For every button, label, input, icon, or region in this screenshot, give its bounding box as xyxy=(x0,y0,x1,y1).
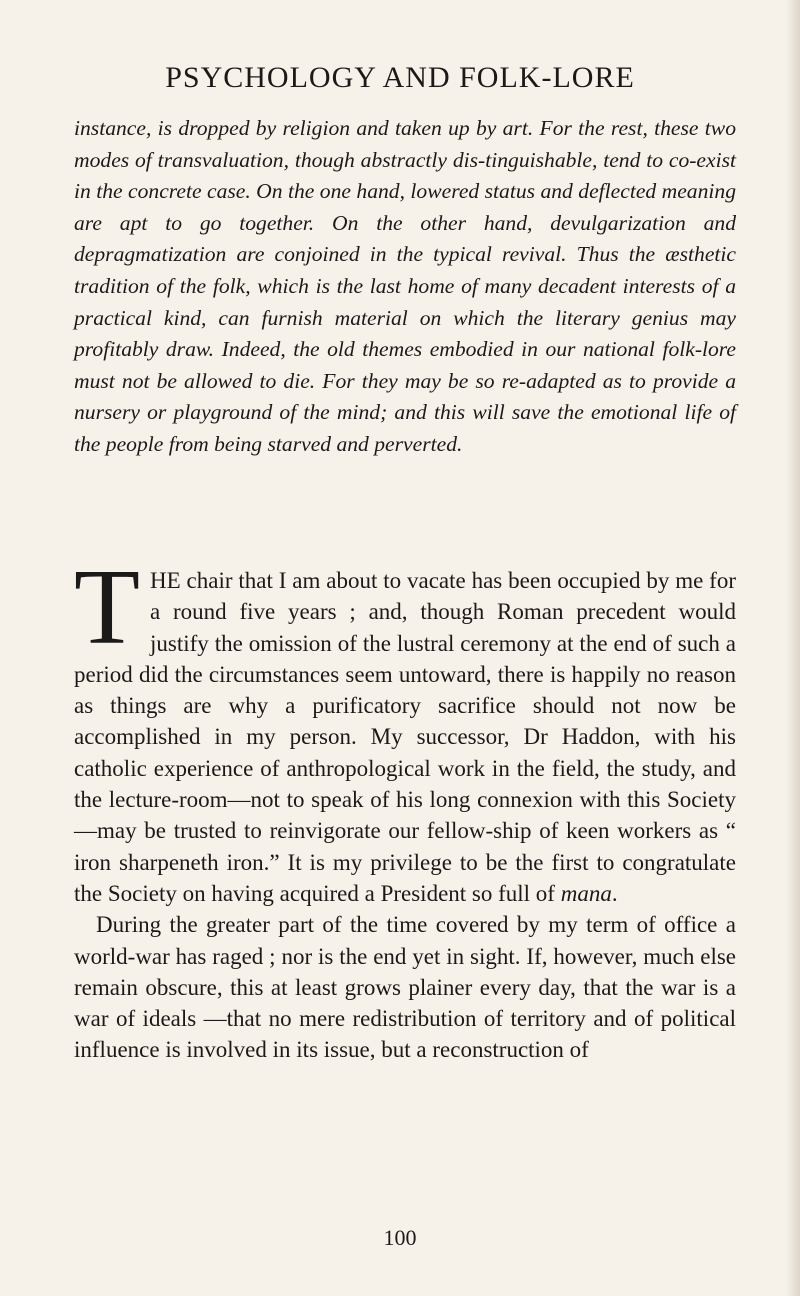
drop-cap: T xyxy=(74,548,140,667)
page-edge-shadow xyxy=(786,0,800,1296)
intro-passage xyxy=(74,113,736,461)
paragraph-1-end: . xyxy=(611,880,618,906)
paragraph-1-text: chair that I am about to vacate has been occupied by me for a round five years ; and, though Roman precedent would justify the omission of the lustral ceremony at the end of such a period did the circumstances seem untoward, there is happily no reason as things are why a purificatory sacrifice should not now be accomplished in my person. My successor, Dr Haddon, with his catholic experience of anthropological work in the field, the study, and the lecture-room—not to speak of his long connexion with this Society—may be trusted to reinvigorate our fellow-ship of keen workers as “ iron sharpeneth iron.” It is my privilege to be the first to congratulate the Society on having acquired a President so full of xyxy=(74,568,736,906)
running-head: PSYCHOLOGY AND FOLK-LORE xyxy=(165,61,635,94)
intro-paragraph: instance, is dropped by religion and taken up by art. For the rest, these two modes of transvaluation, though abstractly dis-tinguishable, tend to co-exist in the concrete case. On the one hand, lowered status and deflected meaning are apt to go together. On the other hand, devulgarization and depragmatization are conjoined in the typical revival. Thus the æsthetic tradition of the folk, which is the last home of many decadent interests of a practical kind, can furnish material on which the literary genius may profitably draw. Indeed, the old themes embodied in our national folk-lore must not be allowed to die. For they may be so re-adapted as to provide a nursery or playground of the mind; and this will save the emotional life of the people from being starved and perverted. xyxy=(74,116,736,456)
mana-emphasis: mana xyxy=(560,880,612,906)
opening-small-caps: HE xyxy=(149,568,181,593)
page-number: 100 xyxy=(383,1225,417,1250)
main-text xyxy=(74,548,736,1066)
body-paragraph-1 xyxy=(74,548,736,909)
body-paragraph-2: During the greater part of the time covered by my term of office a world-war has raged ; nor is the end yet in sight. If, however, much else remain obscure, this at least grows plainer every day, that the war is a war of ideals —that no mere redistribution of territory and of political influence is involved in its issue, but a reconstruction of xyxy=(74,912,736,1063)
